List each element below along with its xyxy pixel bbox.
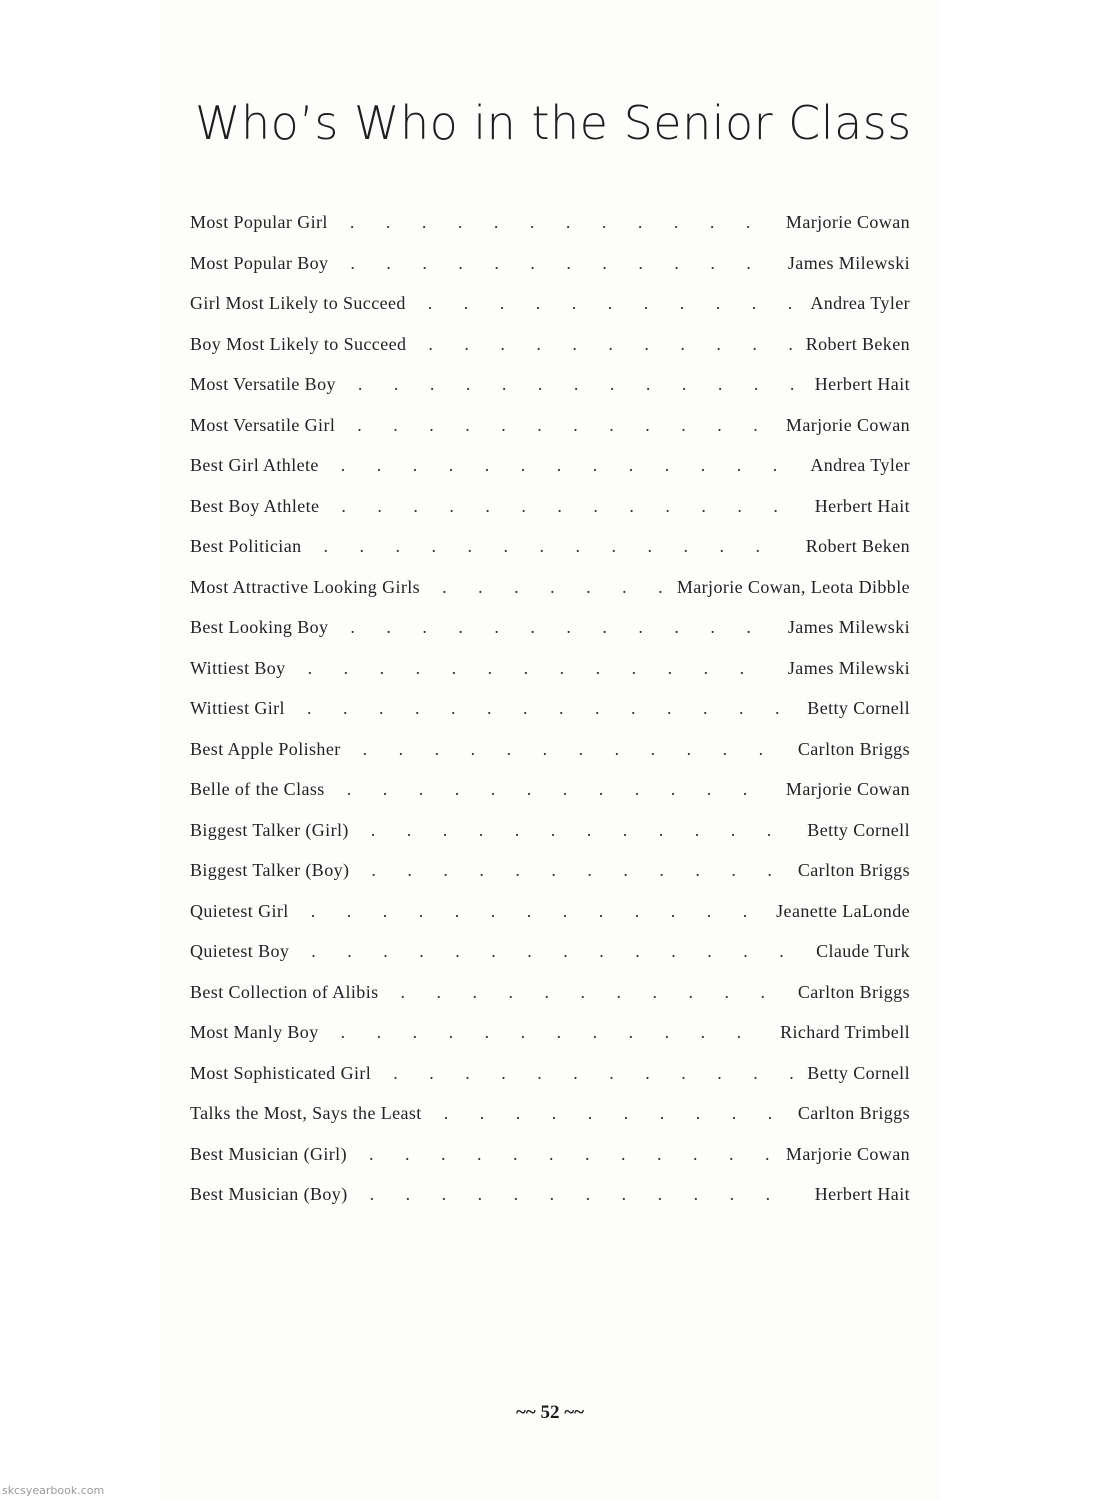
page-title: Who’s Who in the Senior Class xyxy=(195,96,912,150)
award-row xyxy=(190,658,910,699)
award-title: Girl Most Likely to Succeed xyxy=(190,293,406,313)
award-winner: Herbert Hait xyxy=(814,374,910,394)
award-winner: Marjorie Cowan, Leota Dibble xyxy=(676,576,910,597)
dot-leader xyxy=(341,496,800,517)
watermark: skcsyearbook.com xyxy=(2,1484,105,1497)
dot-leader xyxy=(308,658,774,679)
dot-leader xyxy=(341,455,797,476)
award-row xyxy=(190,1144,910,1185)
award-row xyxy=(190,1184,910,1225)
award-title: Best Musician (Boy) xyxy=(190,1184,348,1204)
award-title: Biggest Talker (Boy) xyxy=(190,860,350,880)
award-winner: Richard Trimbell xyxy=(780,1022,910,1042)
dot-leader xyxy=(357,415,772,436)
dot-leader xyxy=(350,212,772,233)
award-winner: James Milewski xyxy=(787,657,910,678)
award-row xyxy=(190,1022,910,1063)
award-title: Most Versatile Girl xyxy=(190,414,336,435)
award-title: Best Apple Polisher xyxy=(190,738,341,759)
award-winner: Andrea Tyler xyxy=(810,455,910,475)
award-row xyxy=(190,577,910,618)
dot-leader xyxy=(369,1144,772,1165)
dot-leader xyxy=(311,901,762,922)
award-title: Best Musician (Girl) xyxy=(190,1143,347,1164)
dot-leader xyxy=(350,617,774,638)
award-winner: Carlton Briggs xyxy=(797,1103,910,1123)
award-row xyxy=(190,374,910,415)
award-row xyxy=(190,698,910,739)
award-winner: James Milewski xyxy=(787,617,910,637)
award-row xyxy=(190,860,910,901)
award-title: Most Sophisticated Girl xyxy=(190,1062,372,1083)
award-winner: Andrea Tyler xyxy=(810,293,910,313)
award-title: Talks the Most, Says the Least xyxy=(190,1103,422,1123)
award-title: Belle of the Class xyxy=(190,779,325,799)
scan-margin xyxy=(0,0,160,1500)
award-winner: Carlton Briggs xyxy=(797,860,910,880)
award-winner: Betty Cornell xyxy=(807,1062,910,1083)
award-title: Most Manly Boy xyxy=(190,1022,319,1042)
award-title: Wittiest Girl xyxy=(190,698,285,718)
award-winner: Betty Cornell xyxy=(807,698,910,718)
award-title: Best Politician xyxy=(190,536,302,556)
award-winner: Robert Beken xyxy=(805,536,910,556)
dot-leader xyxy=(350,253,773,274)
award-winner: Herbert Hait xyxy=(814,1184,910,1204)
award-winner: Herbert Hait xyxy=(814,495,910,516)
award-title: Wittiest Boy xyxy=(190,657,286,678)
award-row xyxy=(190,293,910,334)
dot-leader xyxy=(363,739,784,760)
dot-leader xyxy=(444,1103,784,1124)
dot-leader xyxy=(370,1184,801,1205)
award-winner: Betty Cornell xyxy=(807,819,910,840)
award-title: Best Looking Boy xyxy=(190,617,329,637)
awards-list xyxy=(190,212,910,1225)
award-title: Biggest Talker (Girl) xyxy=(190,819,349,840)
dot-leader xyxy=(371,860,784,881)
dot-leader xyxy=(401,982,784,1003)
award-title: Most Popular Boy xyxy=(190,252,329,273)
award-row xyxy=(190,212,910,253)
dot-leader xyxy=(341,1022,766,1043)
award-winner: Marjorie Cowan xyxy=(785,779,910,799)
award-row xyxy=(190,739,910,780)
award-row xyxy=(190,415,910,456)
dot-leader xyxy=(347,779,772,800)
award-row xyxy=(190,617,910,658)
award-title: Best Girl Athlete xyxy=(190,455,319,475)
dot-leader xyxy=(393,1063,793,1084)
award-winner: Carlton Briggs xyxy=(797,981,910,1002)
award-row xyxy=(190,496,910,537)
award-row xyxy=(190,820,910,861)
award-winner: Marjorie Cowan xyxy=(785,1143,910,1164)
award-title: Quietest Girl xyxy=(190,900,289,921)
dot-leader xyxy=(428,293,797,314)
award-row xyxy=(190,1103,910,1144)
award-title: Best Collection of Alibis xyxy=(190,981,379,1002)
award-title: Quietest Boy xyxy=(190,941,290,961)
dot-leader xyxy=(358,374,801,395)
award-winner: Carlton Briggs xyxy=(797,738,910,759)
award-title: Boy Most Likely to Succeed xyxy=(190,333,407,354)
award-row xyxy=(190,253,910,294)
page-number: ~~ 52 ~~ xyxy=(515,1402,585,1423)
award-title: Most Popular Girl xyxy=(190,212,328,232)
dot-leader xyxy=(311,941,802,962)
award-title: Most Versatile Boy xyxy=(190,374,336,394)
award-row xyxy=(190,455,910,496)
dot-leader xyxy=(442,577,663,598)
award-winner: Jeanette LaLonde xyxy=(776,900,910,921)
award-row xyxy=(190,901,910,942)
award-row xyxy=(190,941,910,982)
award-winner: Robert Beken xyxy=(805,333,910,354)
dot-leader xyxy=(324,536,792,557)
award-row xyxy=(190,779,910,820)
award-row xyxy=(190,982,910,1023)
award-winner: Claude Turk xyxy=(816,941,910,961)
dot-leader xyxy=(307,698,793,719)
award-winner: Marjorie Cowan xyxy=(785,414,910,435)
award-winner: James Milewski xyxy=(787,252,910,273)
award-row xyxy=(190,334,910,375)
award-row xyxy=(190,1063,910,1104)
dot-leader xyxy=(428,334,791,355)
award-row xyxy=(190,536,910,577)
award-winner: Marjorie Cowan xyxy=(785,212,910,232)
award-title: Best Boy Athlete xyxy=(190,495,320,516)
dot-leader xyxy=(371,820,794,841)
award-title: Most Attractive Looking Girls xyxy=(190,576,421,597)
